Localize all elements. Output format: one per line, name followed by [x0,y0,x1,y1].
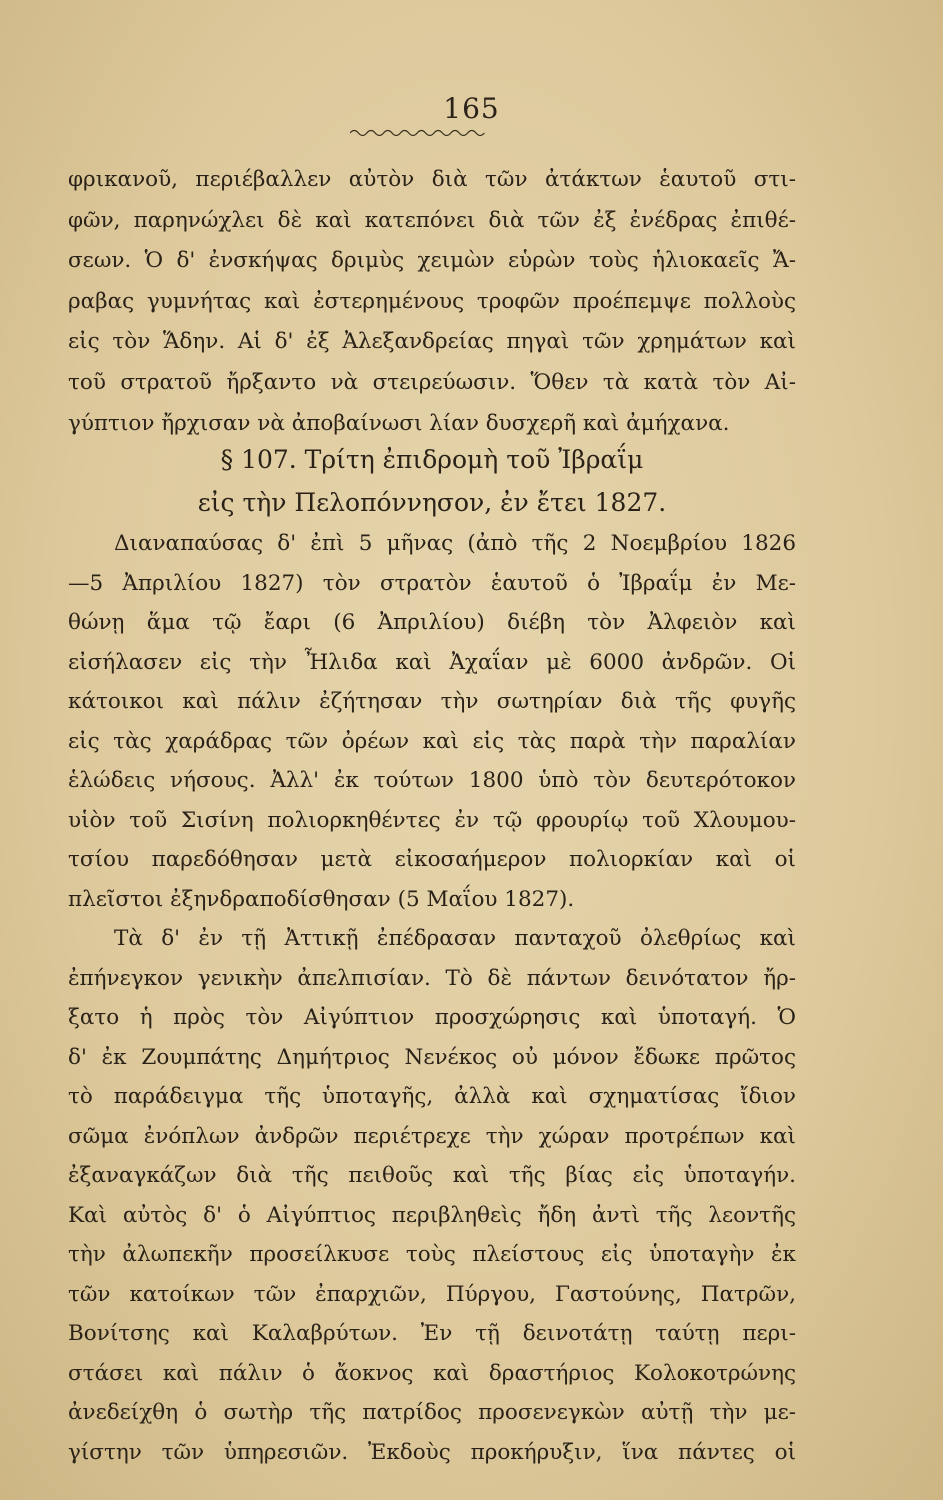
text-line: σῶμα ἐνόπλων ἀνδρῶν περιέτρεχε τὴν χώραν προτρέπων καὶ [68,1123,796,1149]
text-line: στάσει καὶ πάλιν ὁ ἄοκνος καὶ δραστήριος Κολοκοτρώνης [68,1360,796,1386]
text-line: φρικανοῦ, περιέβαλλεν αὐτὸν διὰ τῶν ἀτάκτων ἑαυτοῦ στι- [68,167,796,192]
text-line: τοῦ στρατοῦ ἤρξαντο νὰ στειρεύωσιν. Ὅθεν τὰ κατὰ τὸν Αἰ- [68,369,796,395]
page-number: 165 [443,92,500,125]
text-line: ξατο ἡ πρὸς τὸν Αἰγύπτιον προσχώρησις καὶ ὑποταγή. Ὁ [68,1005,796,1030]
body-text [68,524,796,1472]
paragraph-1 [68,160,796,444]
text-line: τὴν ἀλωπεκῆν προσείλκυσε τοὺς πλείστους εἰς ὑποταγὴν ἐκ [68,1242,796,1267]
text-line: Βονίτσης καὶ Καλαβρύτων. Ἐν τῇ δεινοτάτῃ ταύτῃ περι- [68,1321,796,1346]
text-line: εἰς τὸν Ἅδην. Αἱ δ' ἐξ Ἀλεξανδρείας πηγαὶ τῶν χρημάτων καὶ [68,329,796,355]
text-line: γύπτιον ἤρχισαν νὰ ἀποβαίνωσι λίαν δυσχερῆ καὶ ἀμήχανα. [68,410,730,436]
text-line: ραβας γυμνήτας καὶ ἐστερημένους τροφῶν προέπεμψε πολλοὺς [68,288,796,314]
text-line: τῶν κατοίκων τῶν ἐπαρχιῶν, Πύργου, Γαστούνης, Πατρῶν, [68,1281,796,1307]
heading-line: § 107. Τρίτη ἐπιδρομὴ τοῦ Ἰβραΐμ [220,445,644,474]
text-line: γίστην τῶν ὑπηρεσιῶν. Ἐκδοὺς προκήρυξιν, ἵνα πάντες οἱ [68,1439,796,1465]
text-line: —5 Ἀπριλίου 1827) τὸν στρατὸν ἑαυτοῦ ὁ Ἰβραΐμ ἐν Με- [68,570,796,596]
text-line: σεων. Ὁ δ' ἐνσκήψας δριμὺς χειμὼν εὑρὼν τοὺς ἡλιοκαεῖς Ἄ- [68,248,796,274]
text-line: θώνῃ ἅμα τῷ ἔαρι (6 Ἀπριλίου) διέβη τὸν Ἀλφειὸν καὶ [68,610,796,635]
text-line: Τὰ δ' ἐν τῇ Ἀττικῇ ἐπέδρασαν πανταχοῦ ὀλεθρίως καὶ [114,926,796,951]
text-line: εἰσήλασεν εἰς τὴν Ἦλιδα καὶ Ἀχαΐαν μὲ 6000 ἀνδρῶν. Οἱ [68,649,796,675]
text-line: κάτοικοι καὶ πάλιν ἐζήτησαν τὴν σωτηρίαν διὰ τῆς φυγῆς [68,689,796,714]
text-line: τὸ παράδειγμα τῆς ὑποταγῆς, ἀλλὰ καὶ σχηματίσας ἴδιον [68,1084,796,1109]
text-line: Καὶ αὐτὸς δ' ὁ Αἰγύπτιος περιβληθεὶς ἤδη ἀντὶ τῆς λεοντῆς [68,1202,796,1228]
text-line: ἐξαναγκάζων διὰ τῆς πειθοῦς καὶ τῆς βίας εἰς ὑποταγήν. [68,1163,796,1188]
text-line: δ' ἐκ Ζουμπάτης Δημήτριος Νενέκος οὐ μόνον ἔδωκε πρῶτος [68,1044,796,1070]
heading-line: εἰς τὴν Πελοπόννησον, ἐν ἔτει 1827. [197,488,667,517]
wavy-ornament [350,128,485,138]
text-line: υἱὸν τοῦ Σισίνη πολιορκηθέντες ἐν τῷ φρουρίῳ τοῦ Χλουμου- [68,807,796,833]
text-line: ἀνεδείχθη ὁ σωτὴρ τῆς πατρίδος προσενεγκὼν αὐτῇ τὴν με- [68,1400,796,1425]
text-line: ἑλώδεις νήσους. Ἀλλ' ἐκ τούτων 1800 ὑπὸ τὸν δευτερότοκον [68,768,796,793]
text-line: τσίου παρεδόθησαν μετὰ εἰκοσαήμερον πολιορκίαν καὶ οἱ [68,847,796,872]
text-line: Διαναπαύσας δ' ἐπὶ 5 μῆνας (ἀπὸ τῆς 2 Νοεμβρίου 1826 [114,531,796,556]
text-line: πλεῖστοι ἐξηνδραποδίσθησαν (5 Μαΐου 1827). [68,886,575,912]
section-heading [68,438,796,524]
text-line: ἐπήνεγκον γενικὴν ἀπελπισίαν. Τὸ δὲ πάντων δεινότατον ἤρ- [68,965,796,991]
text-line: εἰς τὰς χαράδρας τῶν ὀρέων καὶ εἰς τὰς παρὰ τὴν παραλίαν [68,728,796,754]
text-line: φῶν, παρηνώχλει δὲ καὶ κατεπόνει διὰ τῶν ἐξ ἐνέδρας ἐπιθέ- [68,207,796,233]
